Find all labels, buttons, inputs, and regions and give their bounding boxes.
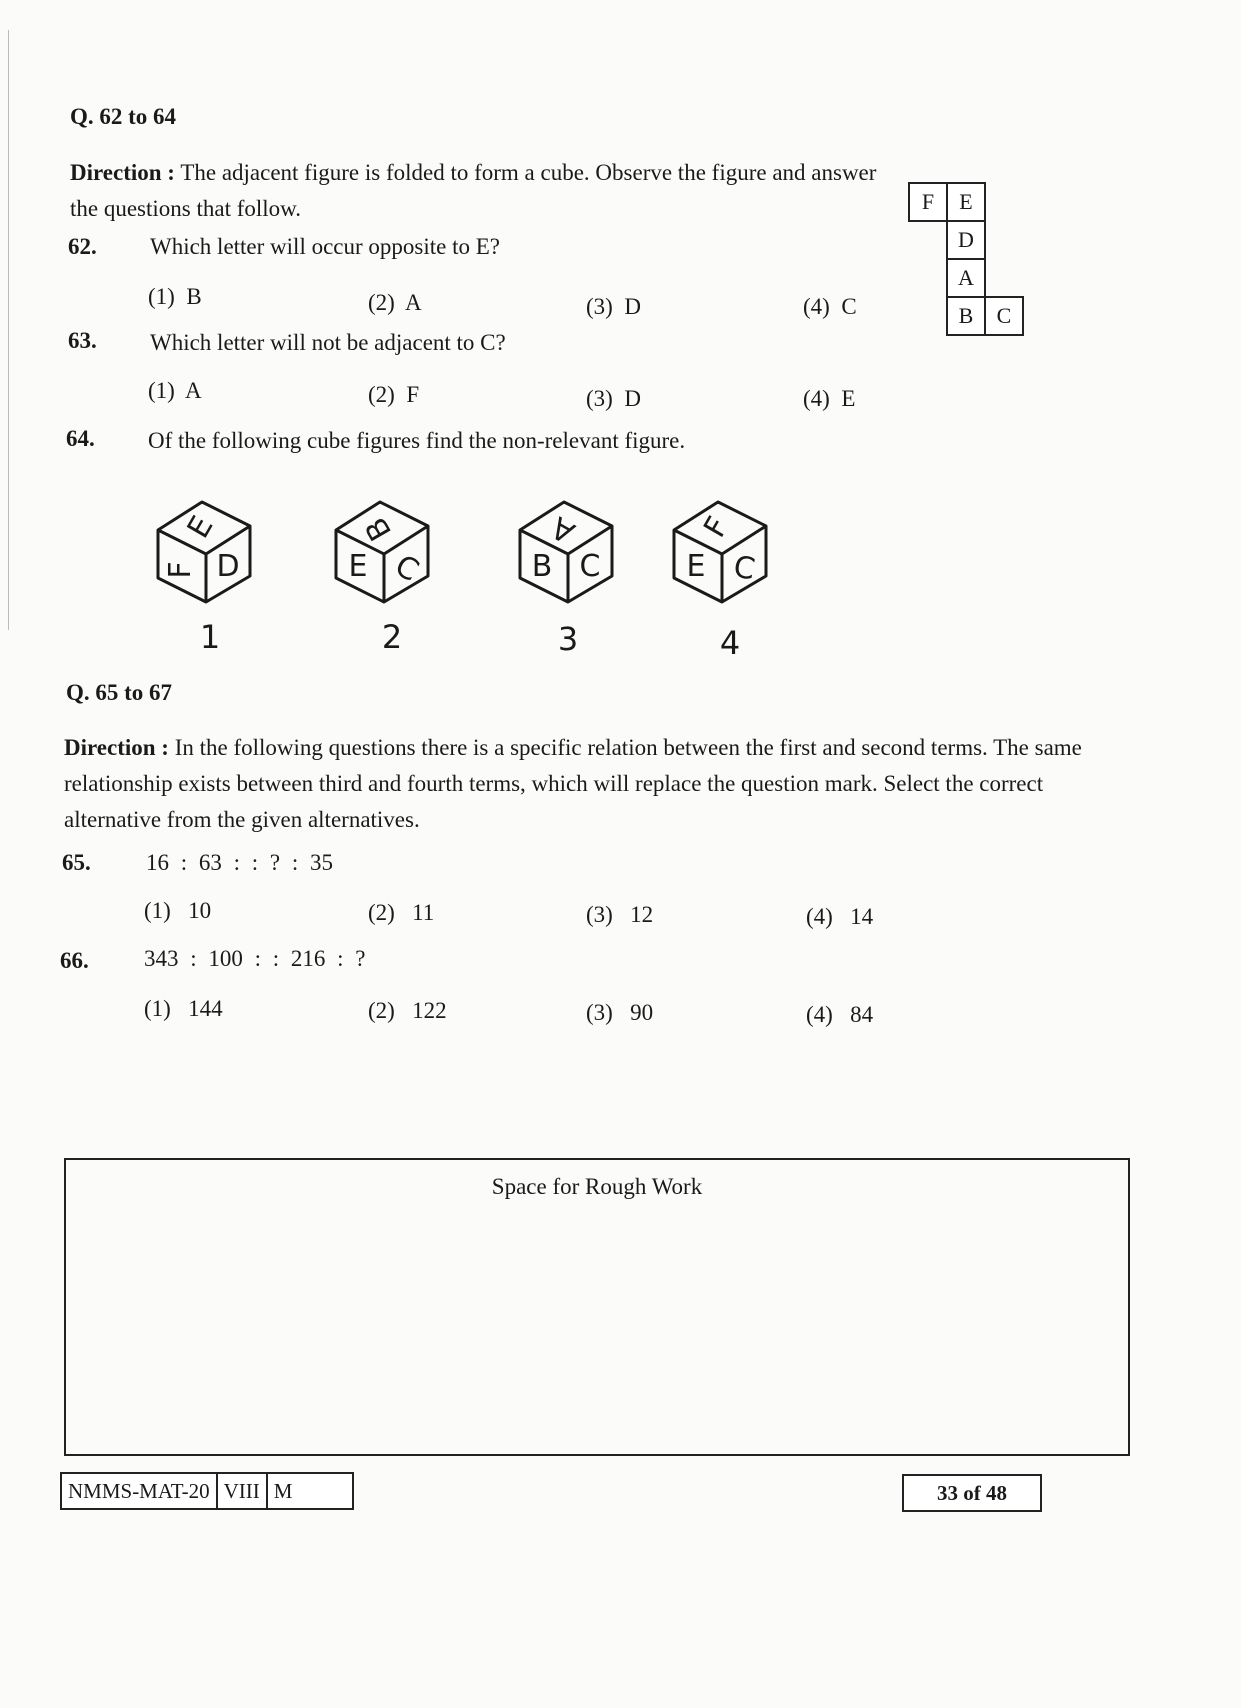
direction-65-67 <box>64 730 1138 838</box>
footer-paper-code: NMMS-MAT-20 <box>68 1478 210 1503</box>
q66-option-1[interactable]: (1) 144 <box>144 996 223 1021</box>
cube-4-right-face: C <box>730 549 758 588</box>
rough-work-box <box>64 1158 1130 1456</box>
q63-text: Which letter will not be adjacent to C? <box>150 330 506 355</box>
cube-2-right-face: C <box>388 548 425 590</box>
direction-62-64 <box>70 155 890 227</box>
cube-3-right-face: C <box>579 549 601 584</box>
direction-text-2: In the following questions there is a specific relation between the first and second terms. The same relationship exists between third and fourth terms, which will replace the question mark. Select the correct alternative from the given alternatives. <box>64 735 1082 832</box>
footer-code-box <box>60 1472 354 1510</box>
cube-1-number: 1 <box>199 618 221 656</box>
q66-option-3[interactable]: (3) 90 <box>586 1000 654 1025</box>
q62-option-1[interactable]: (1) B <box>148 284 202 309</box>
q65-number: 65. <box>62 850 91 875</box>
footer-page-box <box>902 1474 1042 1512</box>
cube-1-top-face: E <box>180 510 221 545</box>
q65-text: 16 : 63 : : ? : 35 <box>146 850 334 875</box>
footer-page-number: 33 of 48 <box>937 1480 1007 1505</box>
q65-option-1[interactable]: (1) 10 <box>144 898 212 923</box>
q63-option-1[interactable]: (1) A <box>148 378 202 403</box>
q65-option-2[interactable]: (2) 11 <box>368 900 435 925</box>
q62-option-2[interactable]: (2) A <box>368 290 422 315</box>
net-cell-e: E <box>946 182 986 222</box>
section-heading-65-67: Q. 65 to 67 <box>66 680 173 705</box>
net-cell-f: F <box>908 182 948 222</box>
net-cell-a: A <box>946 258 986 298</box>
q62-option-3[interactable]: (3) D <box>586 294 641 319</box>
direction-label: Direction : <box>70 160 175 185</box>
cube-3-left-face: B <box>531 549 553 584</box>
q66-text: 343 : 100 : : 216 : ? <box>144 946 366 971</box>
cube-figures <box>140 490 800 670</box>
cube-2-left-face: E <box>348 549 368 584</box>
q63-number: 63. <box>68 328 97 353</box>
page-margin-line <box>8 30 9 630</box>
cube-3-top-face: A <box>545 509 581 550</box>
net-cell-b: B <box>946 296 986 336</box>
q64-text: Of the following cube figures find the non-relevant figure. <box>148 428 686 453</box>
direction-label-2: Direction : <box>64 735 169 760</box>
net-cell-d: D <box>946 220 986 260</box>
q64-number: 64. <box>66 426 95 451</box>
q62-option-4[interactable]: (4) C <box>803 294 857 319</box>
q63-option-2[interactable]: (2) F <box>368 382 420 407</box>
cube-2-top-face: B <box>358 511 400 547</box>
direction-text: The adjacent figure is folded to form a cube. Observe the figure and answer the questions that follow. <box>70 160 877 221</box>
rough-work-title: Space for Rough Work <box>491 1174 703 1199</box>
q66-option-2[interactable]: (2) 122 <box>368 998 447 1023</box>
q66-number: 66. <box>60 948 89 973</box>
net-cell-c: C <box>984 296 1024 336</box>
q62-number: 62. <box>68 234 97 259</box>
section-heading-62-64: Q. 62 to 64 <box>70 104 177 129</box>
cube-4-number: 4 <box>719 624 741 662</box>
cube-4-top-face: F <box>697 511 737 544</box>
cube-4-left-face: E <box>686 549 706 584</box>
footer-class: VIII <box>216 1474 266 1508</box>
cube-1-right-face: D <box>216 549 240 584</box>
cube-3-number: 3 <box>557 620 579 658</box>
footer-medium: M <box>266 1474 299 1508</box>
q65-option-3[interactable]: (3) 12 <box>586 902 654 927</box>
cube-1-left-face: F <box>163 561 198 579</box>
cube-2-number: 2 <box>381 618 403 656</box>
q63-option-3[interactable]: (3) D <box>586 386 641 411</box>
q63-option-4[interactable]: (4) E <box>803 386 856 411</box>
q66-option-4[interactable]: (4) 84 <box>806 1002 874 1027</box>
q65-option-4[interactable]: (4) 14 <box>806 904 874 929</box>
q62-text: Which letter will occur opposite to E? <box>150 234 500 259</box>
